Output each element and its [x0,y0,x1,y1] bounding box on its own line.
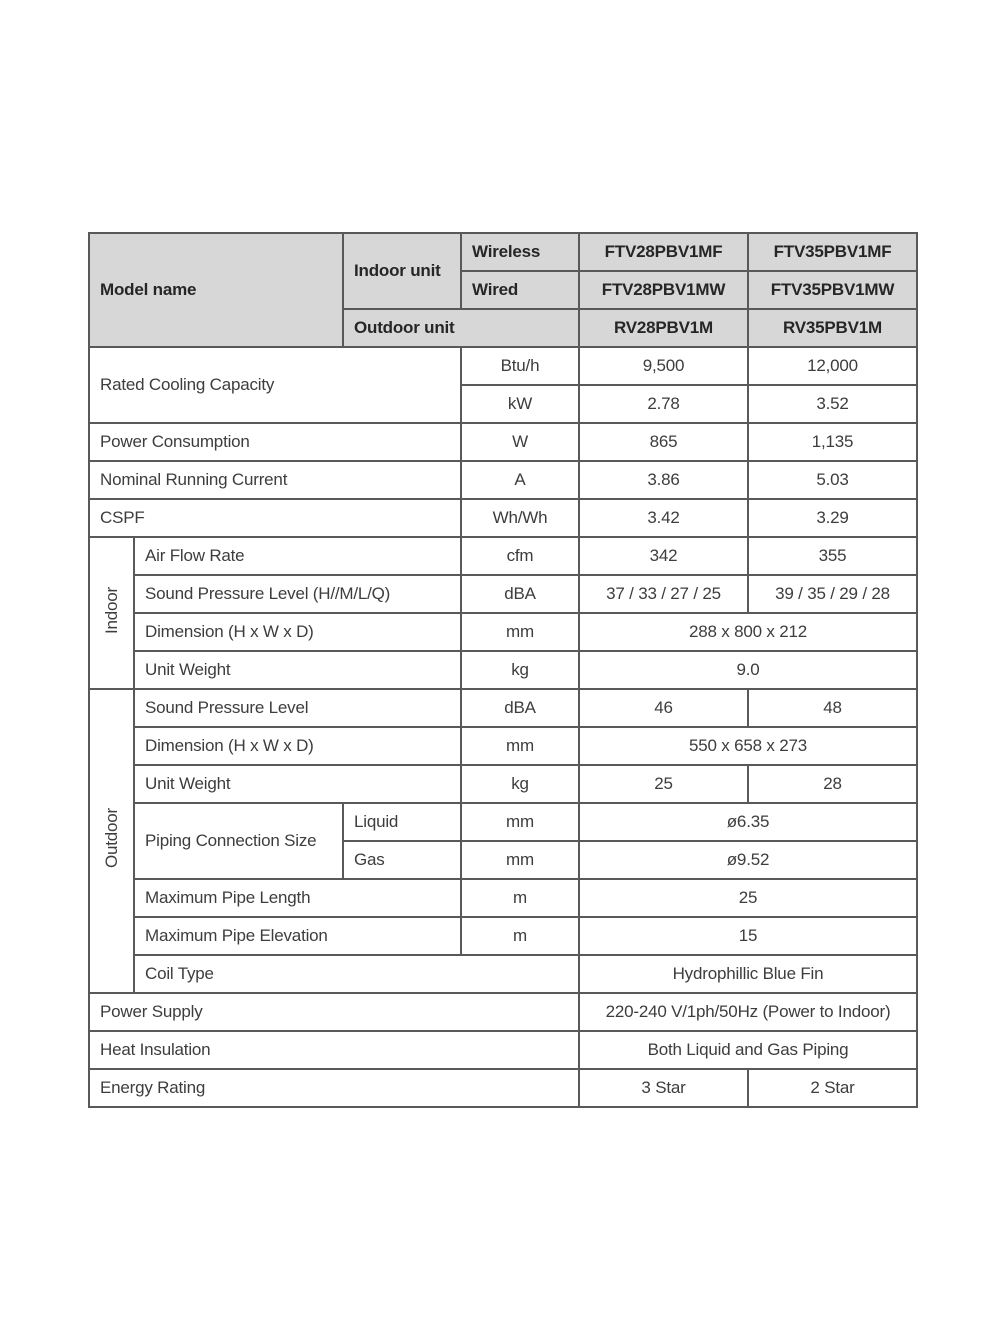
spec-label: Sound Pressure Level [134,689,461,727]
table-row [89,537,917,575]
wireless-header: Wireless [461,233,579,271]
spec-unit: dBA [461,575,579,613]
table-row [89,651,917,689]
spec-value: 3.42 [579,499,748,537]
outdoor-section-label: Outdoor [89,689,134,993]
table-row [89,1031,917,1069]
table-row [89,1069,917,1107]
spec-value: 9,500 [579,347,748,385]
table-row [89,803,917,841]
spec-value: 3.52 [748,385,917,423]
spec-value: 25 [579,765,748,803]
spec-sublabel: Liquid [343,803,461,841]
table-row [89,461,917,499]
spec-value: 9.0 [579,651,917,689]
table-row [89,613,917,651]
spec-value: 3.86 [579,461,748,499]
spec-value: Both Liquid and Gas Piping [579,1031,917,1069]
spec-unit: mm [461,613,579,651]
spec-value: ø6.35 [579,803,917,841]
spec-value: 46 [579,689,748,727]
model-wired-1: FTV28PBV1MW [579,271,748,309]
outdoor-unit-header: Outdoor unit [343,309,579,347]
spec-value: ø9.52 [579,841,917,879]
spec-label: Power Consumption [89,423,461,461]
spec-unit: mm [461,803,579,841]
spec-value: 48 [748,689,917,727]
spec-label: Air Flow Rate [134,537,461,575]
table-row [89,917,917,955]
spec-unit: dBA [461,689,579,727]
spec-label: Power Supply [89,993,579,1031]
spec-unit: mm [461,841,579,879]
spec-label: Unit Weight [134,765,461,803]
spec-value: 39 / 35 / 29 / 28 [748,575,917,613]
spec-label: Maximum Pipe Elevation [134,917,461,955]
spec-unit: kg [461,765,579,803]
model-wireless-1: FTV28PBV1MF [579,233,748,271]
spec-label: Piping Connection Size [134,803,343,879]
spec-label: Unit Weight [134,651,461,689]
spec-unit: Btu/h [461,347,579,385]
spec-sublabel: Gas [343,841,461,879]
table-row [89,689,917,727]
spec-unit: kW [461,385,579,423]
table-row [89,347,917,385]
wired-header: Wired [461,271,579,309]
spec-value: 37 / 33 / 27 / 25 [579,575,748,613]
table-row [89,499,917,537]
spec-value: 220-240 V/1ph/50Hz (Power to Indoor) [579,993,917,1031]
indoor-unit-header: Indoor unit [343,233,461,309]
spec-value: 3 Star [579,1069,748,1107]
spec-label: Dimension (H x W x D) [134,727,461,765]
spec-value: 355 [748,537,917,575]
model-wired-2: FTV35PBV1MW [748,271,917,309]
spec-unit: m [461,879,579,917]
spec-value: 1,135 [748,423,917,461]
table-row [89,879,917,917]
spec-value: 3.29 [748,499,917,537]
spec-label: Nominal Running Current [89,461,461,499]
table-row [89,765,917,803]
table-row [89,575,917,613]
model-outdoor-2: RV35PBV1M [748,309,917,347]
table-row [89,233,917,271]
model-outdoor-1: RV28PBV1M [579,309,748,347]
spec-value: 2.78 [579,385,748,423]
spec-value: 2 Star [748,1069,917,1107]
spec-label: Rated Cooling Capacity [89,347,461,423]
spec-value: 288 x 800 x 212 [579,613,917,651]
indoor-section-label: Indoor [89,537,134,689]
spec-value: 12,000 [748,347,917,385]
spec-value: Hydrophillic Blue Fin [579,955,917,993]
model-name-header: Model name [89,233,343,347]
spec-label: Heat Insulation [89,1031,579,1069]
spec-label: Energy Rating [89,1069,579,1107]
spec-unit: W [461,423,579,461]
model-wireless-2: FTV35PBV1MF [748,233,917,271]
spec-value: 865 [579,423,748,461]
spec-value: 550 x 658 x 273 [579,727,917,765]
spec-value: 5.03 [748,461,917,499]
spec-unit: m [461,917,579,955]
spec-unit: cfm [461,537,579,575]
spec-label: Sound Pressure Level (H//M/L/Q) [134,575,461,613]
spec-value: 342 [579,537,748,575]
spec-label: CSPF [89,499,461,537]
table-row [89,423,917,461]
spec-label: Dimension (H x W x D) [134,613,461,651]
spec-unit: mm [461,727,579,765]
spec-unit: Wh/Wh [461,499,579,537]
spec-value: 25 [579,879,917,917]
spec-label: Maximum Pipe Length [134,879,461,917]
spec-unit: kg [461,651,579,689]
table-row [89,727,917,765]
spec-value: 15 [579,917,917,955]
table-row [89,993,917,1031]
ac-spec-table [88,232,918,1108]
spec-unit: A [461,461,579,499]
spec-value: 28 [748,765,917,803]
table-row [89,955,917,993]
spec-label: Coil Type [134,955,579,993]
